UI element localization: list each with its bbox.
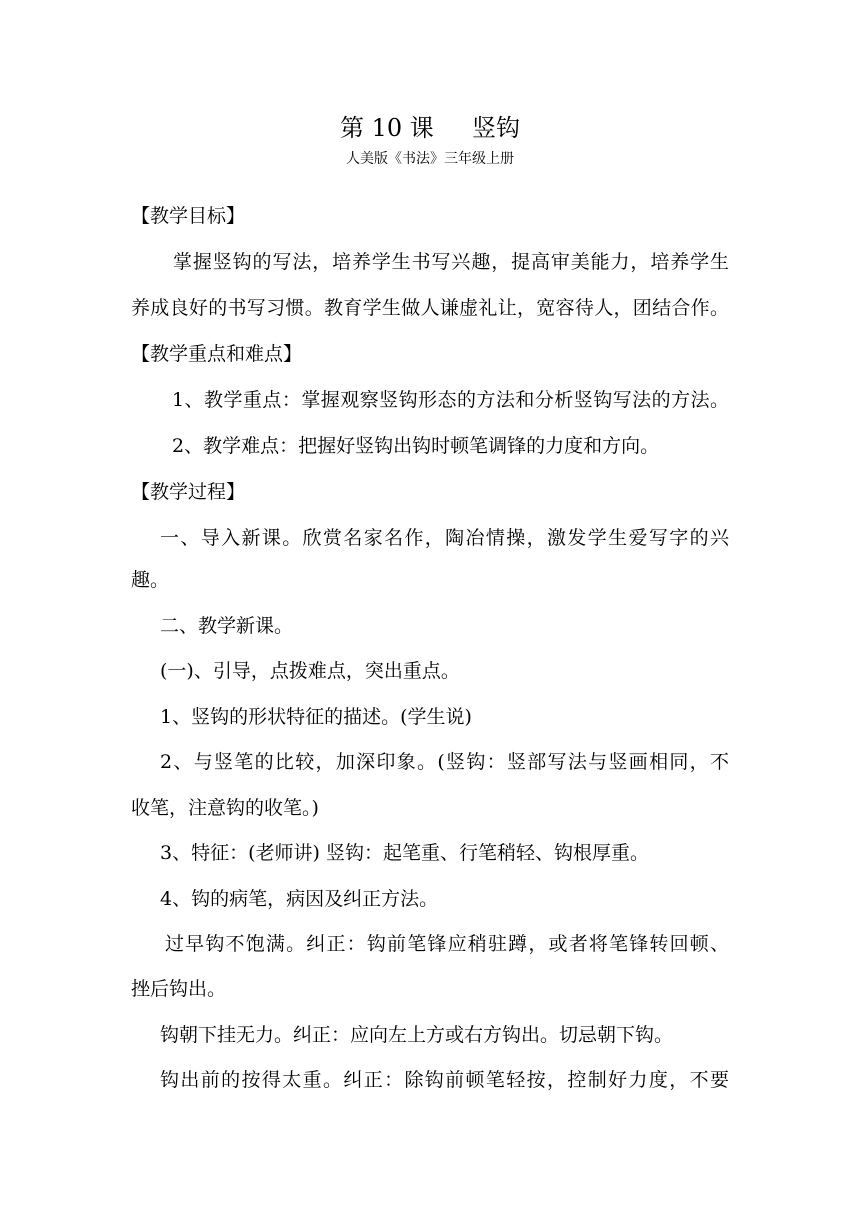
section-heading-key-points: 【教学重点和难点】 (131, 343, 303, 365)
paragraph-line: 趣。 (131, 569, 170, 591)
paragraph-line: 2、教学难点：把握好竖钩出钩时顿笔调锋的力度和方向。 (172, 435, 660, 457)
paragraph-line: 养成良好的书写习惯。教育学生做人谦虚礼让，宽容待人，团结合作。 (131, 297, 729, 319)
textbook-subtitle: 人美版《书法》三年级上册 (346, 151, 514, 167)
paragraph-line: 钩出前的按得太重。纠正：除钩前顿笔轻按，控制好力度，不要 (160, 1069, 729, 1091)
paragraph-line: 钩朝下挂无力。纠正：应向左上方或右方钩出。切忌朝下钩。 (160, 1024, 674, 1046)
paragraph-line: 4、钩的病笔，病因及纠正方法。 (160, 888, 439, 910)
lesson-title: 第 10 课 竖钩 (340, 114, 520, 142)
paragraph-line: 1、教学重点：掌握观察竖钩形态的方法和分析竖钩写法的方法。 (172, 389, 729, 411)
paragraph-line: 3、特征：(老师讲) 竖钩：起笔重、行笔稍轻、钩根厚重。 (160, 842, 649, 864)
paragraph-line: 1、竖钩的形状特征的描述。(学生说) (160, 706, 472, 728)
paragraph-line: 挫后钩出。 (131, 978, 227, 1000)
paragraph-line: 掌握竖钩的写法，培养学生书写兴趣，提高审美能力，培养学生 (173, 251, 729, 273)
paragraph-line: 一、导入新课。欣赏名家名作，陶冶情操，激发学生爱写字的兴 (160, 527, 729, 549)
paragraph-line: 收笔，注意钩的收笔。) (131, 797, 319, 819)
paragraph-line: 二、教学新课。 (160, 615, 294, 637)
section-heading-process: 【教学过程】 (131, 481, 246, 503)
paragraph-line: (一)、引导，点拨难点，突出重点。 (160, 660, 460, 682)
paragraph-line: 2、与竖笔的比较，加深印象。(竖钩：竖部写法与竖画相同，不 (160, 751, 729, 773)
paragraph-line: 过早钩不饱满。纠正：钩前笔锋应稍驻蹲，或者将笔锋转回顿、 (165, 933, 729, 955)
section-heading-objectives: 【教学目标】 (131, 205, 246, 227)
